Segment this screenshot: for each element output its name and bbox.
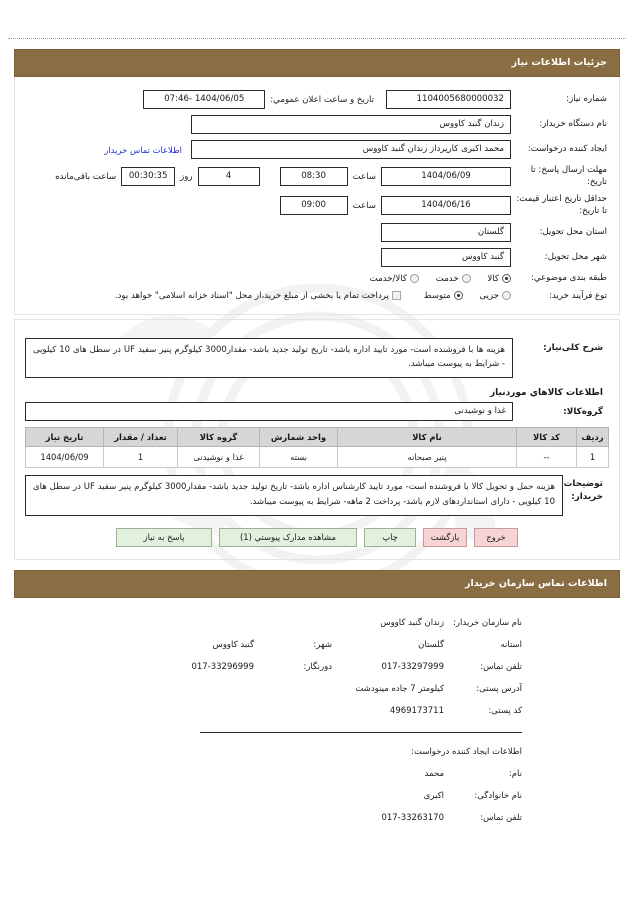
radio-kala-khedmat-icon[interactable] bbox=[410, 274, 419, 283]
category-label: طبقه بندی موضوعي: bbox=[530, 273, 607, 284]
contact-org-label: نام سازمان خریدار: bbox=[453, 618, 522, 629]
radio-kala-icon[interactable] bbox=[502, 274, 511, 283]
cell-radif: 1 bbox=[577, 447, 609, 468]
goods-group-label: گروه‌کالا: bbox=[563, 406, 603, 417]
category-option-kala-khedmat[interactable] bbox=[370, 274, 419, 285]
days-unit-label: روز bbox=[180, 171, 193, 182]
creator-value: محمد اکبری کارپرداز زندان گنبد کاووس bbox=[191, 140, 511, 159]
contact-province-label: استانه bbox=[500, 640, 522, 651]
col-gorooh: گروه کالا bbox=[178, 428, 260, 447]
row-price-validity bbox=[25, 191, 609, 220]
row-creator bbox=[25, 137, 609, 162]
contact-fax-label: دورنگار: bbox=[303, 662, 332, 673]
city-label: شهر محل تحویل: bbox=[544, 252, 607, 263]
top-divider bbox=[8, 38, 626, 39]
requester-row-lastname bbox=[332, 785, 522, 807]
contact-row-phone bbox=[142, 656, 522, 678]
view-documents-button[interactable]: مشاهده مدارک پیوستي (1) bbox=[219, 528, 357, 547]
requester-firstname-label: نام: bbox=[508, 769, 522, 780]
requester-phone-value: 017-33263170 bbox=[381, 813, 444, 824]
row-process-type bbox=[25, 288, 609, 306]
action-button-bar bbox=[25, 528, 609, 547]
row-category bbox=[25, 270, 609, 288]
need-number-label: شماره نیاز: bbox=[566, 93, 607, 104]
treasury-note-label: پرداخت تمام یا بخشی از مبلغ خرید،از محل "اسناد خزانه اسلامی" خواهد بود. bbox=[114, 291, 389, 302]
need-details-panel bbox=[14, 49, 620, 560]
checkbox-treasury-icon[interactable] bbox=[392, 291, 401, 300]
public-announce-label: تاریخ و ساعت اعلان عمومي: bbox=[270, 94, 374, 105]
contact-province-value: گلستان bbox=[418, 640, 444, 651]
buyer-contact-panel bbox=[14, 570, 620, 835]
need-number-value: 1104005680000032 bbox=[386, 90, 511, 109]
need-fields-table bbox=[25, 87, 609, 306]
requester-section-title: اطلاعات ایجاد کننده درخواست: bbox=[411, 747, 522, 758]
summary-text: هزینه ها با فروشنده است- مورد تایید اداره باشد- تاریخ تولید جدید باشد- مقدار3000 کیلوگرم پنیر سفید UF در سطل های 10 کیلویی - شرایط به پیوست میباشد. bbox=[25, 338, 513, 379]
contact-phone-label: تلفن تماس: bbox=[480, 662, 522, 673]
validity-label: حداقل تاریخ اعتبار قیمت: تا تاریخ: bbox=[516, 194, 607, 216]
category-option-kala[interactable] bbox=[487, 274, 511, 285]
print-button[interactable]: چاپ bbox=[364, 528, 416, 547]
process-option-motavaset-label: متوسط bbox=[423, 291, 451, 302]
contact-row-postal bbox=[142, 700, 522, 722]
items-table bbox=[25, 427, 609, 468]
exit-button[interactable]: خروج bbox=[474, 528, 518, 547]
row-need-number bbox=[25, 87, 609, 112]
contact-city-value: گنبد کاووس bbox=[212, 640, 254, 651]
requester-row-phone bbox=[332, 807, 522, 829]
category-option-kala-khedmat-label: کالا/خدمت bbox=[369, 273, 408, 284]
cell-vahed: بسته bbox=[260, 447, 338, 468]
items-table-header-row bbox=[26, 428, 609, 447]
col-radif: ردیف bbox=[577, 428, 609, 447]
contact-section-header: اطلاعات تماس سازمان خریدار bbox=[14, 570, 620, 598]
category-option-khedmat-label: خدمت bbox=[435, 273, 459, 284]
validity-date-value: 1404/06/16 bbox=[381, 196, 511, 215]
category-option-khedmat[interactable] bbox=[436, 274, 471, 285]
requester-info-table bbox=[332, 763, 522, 829]
province-label: استان محل تحویل: bbox=[539, 227, 607, 238]
contact-spacer-v3 bbox=[142, 700, 254, 722]
creator-label: ایجاد کننده درخواست: bbox=[527, 143, 607, 154]
contact-row-location bbox=[142, 634, 522, 656]
buyer-notes-label: توضیحات خریدار: bbox=[563, 479, 603, 502]
contact-spacer-k2 bbox=[254, 678, 332, 700]
need-details-body bbox=[14, 77, 620, 315]
goods-group-row bbox=[25, 402, 609, 421]
col-nam-kala: نام کالا bbox=[338, 428, 517, 447]
deadline-label: مهلت ارسال پاسخ: تا تاریخ: bbox=[530, 165, 607, 187]
buyer-notes-row bbox=[25, 475, 609, 516]
countdown-value: 00:30:35 bbox=[121, 167, 175, 186]
radio-khedmat-icon[interactable] bbox=[462, 274, 471, 283]
requester-firstname-value: محمد bbox=[424, 769, 444, 780]
deadline-date-value: 1404/06/09 bbox=[381, 167, 511, 186]
table-row[interactable] bbox=[26, 447, 609, 468]
contact-org-value: زندان گنبد کاووس bbox=[380, 618, 444, 629]
city-value: گنبد کاووس bbox=[381, 248, 511, 267]
contact-row-address bbox=[142, 678, 522, 700]
contact-section-body bbox=[14, 598, 620, 835]
deadline-hour-label: ساعت bbox=[352, 171, 376, 182]
contact-row-org bbox=[142, 612, 522, 634]
col-tarikh: تاریخ نیاز bbox=[26, 428, 104, 447]
contact-fax-value: 017-33296999 bbox=[191, 662, 254, 673]
requester-row-firstname bbox=[332, 763, 522, 785]
summary-row bbox=[25, 338, 609, 379]
row-city bbox=[25, 245, 609, 270]
requester-lastname-label: نام خانوادگی: bbox=[474, 791, 522, 802]
cell-gorooh: غذا و نوشیدنی bbox=[178, 447, 260, 468]
contact-spacer-v2 bbox=[142, 678, 254, 700]
contact-city-label: شهر: bbox=[313, 640, 332, 651]
back-button[interactable]: بازگشت bbox=[423, 528, 467, 547]
process-option-motavaset[interactable] bbox=[424, 291, 463, 302]
contact-postal-label: کد پستی: bbox=[488, 706, 522, 717]
process-option-jozi[interactable] bbox=[479, 291, 511, 302]
cell-tedad: 1 bbox=[104, 447, 178, 468]
contact-phone-value: 017-33297999 bbox=[381, 662, 444, 673]
contact-address-label: آدرس پستی: bbox=[476, 684, 522, 695]
col-vahed: واحد شمارش bbox=[260, 428, 338, 447]
validity-time-value: 09:00 bbox=[280, 196, 348, 215]
deadline-time-value: 08:30 bbox=[280, 167, 348, 186]
contact-address-value: کیلومتر 7 جاده مینودشت bbox=[355, 684, 444, 695]
cell-nam-kala: پنیر صبحانه bbox=[338, 447, 517, 468]
contact-postal-value: 4969173711 bbox=[389, 706, 444, 717]
respond-to-need-button[interactable]: پاسخ به نیاز bbox=[116, 528, 212, 547]
process-label: توع فرآیند خرید: bbox=[548, 290, 607, 301]
buyer-org-label: نام دستگاه خریدار: bbox=[539, 118, 607, 129]
contact-divider bbox=[200, 732, 522, 733]
contact-spacer-k3 bbox=[254, 700, 332, 722]
province-value: گلستان bbox=[381, 223, 511, 242]
summary-label: شرح کلی‌نیاز: bbox=[543, 342, 603, 353]
countdown-label: ساعت باقی‌مانده bbox=[55, 171, 117, 182]
page-root bbox=[0, 38, 634, 835]
goods-group-value: غذا و نوشیدنی bbox=[25, 402, 513, 421]
contact-spacer-k1 bbox=[254, 612, 332, 634]
col-tedad: تعداد / مقدار bbox=[104, 428, 178, 447]
contact-info-table bbox=[142, 612, 522, 722]
row-province bbox=[25, 220, 609, 245]
category-option-kala-label: کالا bbox=[487, 273, 499, 284]
row-buyer-org bbox=[25, 112, 609, 137]
contact-spacer-v1 bbox=[142, 612, 254, 634]
cell-kod-kala: -- bbox=[517, 447, 577, 468]
requester-phone-label: تلفن تماس: bbox=[480, 813, 522, 824]
summary-goods-body bbox=[14, 319, 620, 561]
days-remaining-value: 4 bbox=[198, 167, 260, 186]
row-response-deadline bbox=[25, 162, 609, 191]
process-option-jozi-label: جزیی bbox=[479, 291, 499, 302]
public-announce-value: 1404/06/05 -07:46 bbox=[143, 90, 265, 109]
validity-hour-label: ساعت bbox=[352, 200, 376, 211]
radio-jozi-icon[interactable] bbox=[502, 291, 511, 300]
goods-section-title: اطلاعات کالاهاي موردنیاز bbox=[489, 388, 603, 399]
col-kod-kala: کد کالا bbox=[517, 428, 577, 447]
buyer-contact-link[interactable]: اطلاعات تماس خریدار bbox=[104, 144, 182, 155]
cell-tarikh: 1404/06/09 bbox=[26, 447, 104, 468]
treasury-bond-option[interactable] bbox=[115, 291, 401, 302]
need-details-header: جزئیات اطلاعات نیاز bbox=[14, 49, 620, 77]
radio-motavaset-icon[interactable] bbox=[454, 291, 463, 300]
buyer-org-value: زندان گنبد کاووس bbox=[191, 115, 511, 134]
requester-lastname-value: اکبری bbox=[423, 791, 444, 802]
buyer-notes-text: هزینه حمل و تحویل کالا با فروشنده است- مورد تایید کارشناس اداره باشد- تاریخ تولید جدید باشد- مقدار3000 کیلوگرم پنیر سفید UF در سطل های 10 کیلویی - دارای استانداردهای لازم باشد- پرداخت 2 ماهه- شرایط به پیوست میباشد. bbox=[25, 475, 563, 516]
